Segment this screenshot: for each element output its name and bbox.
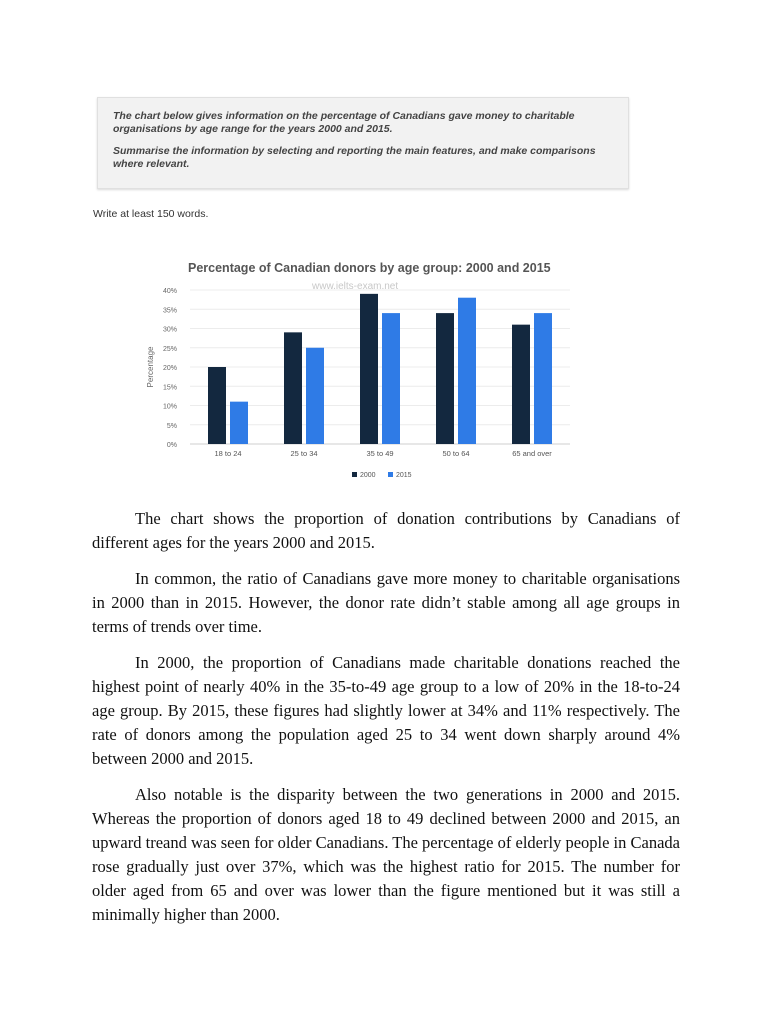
chart-title: Percentage of Canadian donors by age group: 2000 and 2015 [188,261,551,275]
y-tick-label: 30% [162,326,177,334]
y-tick-label: 5% [166,422,177,430]
legend-swatch-2000 [352,472,357,477]
essay-body [92,507,680,939]
bar-2015-18-to-24 [230,402,248,444]
y-tick-label: 20% [162,365,177,372]
bar-chart [90,248,600,488]
essay-paragraph: The chart shows the proportion of donation contributions by Canadians of different ages for the years 2000 and 2015. [92,509,680,552]
x-tick-label: 18 to 24 [214,449,242,458]
essay-paragraph: In common, the ratio of Canadians gave more money to charitable organisations in 2000 than in 2015. However, the donor rate didn’t stable among all age groups in terms of trends over time. [92,569,680,636]
y-axis-label: Percentage [146,346,155,388]
bar-2015-50-to-64 [458,298,476,444]
y-tick-label: 15% [162,384,177,392]
y-tick-label: 0% [166,442,177,449]
chart-watermark: www.ielts-exam.net [312,281,399,292]
bar-2000-25-to-34 [284,332,302,444]
legend-swatch-2015 [388,472,393,477]
legend-label-2000: 2000 [360,472,376,479]
bar-2000-35-to-49 [360,294,378,444]
bar-2000-50-to-64 [436,313,454,444]
bar-2015-65-and-over [534,313,552,444]
x-tick-label: 35 to 49 [366,449,394,458]
x-tick-label: 65 and over [512,449,552,458]
task-prompt-box [97,97,629,189]
essay-paragraph: In 2000, the proportion of Canadians made charitable donations reached the highest point of nearly 40% in the 35-to-49 age group to a low of 20% in the 18-to-24 age group. By 2015, these figures had slightly lower at 34% and 11% respectively. The rate of donors among the population aged 25 to 34 went down sharply around 4% between 2000 and 2015. [92,653,680,768]
legend-label-2015: 2015 [396,472,412,479]
task-prompt-text: The chart below gives information on the percentage of Canadians gave money to charitable organisations by age range for the years 2000 and 2015. [113,110,575,135]
chart-bars [208,294,552,444]
chart-labels [146,261,552,479]
x-tick-label: 50 to 64 [442,449,470,458]
y-tick-label: 25% [162,345,177,353]
task-instruction-text: Summarise the information by selecting and reporting the main features, and make comparisons where relevant. [113,145,596,170]
bar-2000-18-to-24 [208,367,226,444]
bar-2015-25-to-34 [306,348,324,444]
x-tick-label: 25 to 34 [290,449,318,458]
bar-2015-35-to-49 [382,313,400,444]
y-tick-label: 35% [162,307,177,315]
y-tick-label: 10% [162,403,177,411]
word-count-note: Write at least 150 words. [93,208,209,220]
essay-paragraph: Also notable is the disparity between the two generations in 2000 and 2015. Whereas the proportion of donors aged 18 to 49 declined between 2000 and 2015, an upward treand was seen for older Canadians. The percentage of elderly people in Canada rose gradually just over 37%, which was the highest ratio for 2015. The number for older aged from 65 and over was lower than the figure mentioned but it was still a minimally higher than 2000. [92,785,680,924]
y-tick-label: 40% [162,288,177,295]
bar-2000-65-and-over [512,325,530,444]
